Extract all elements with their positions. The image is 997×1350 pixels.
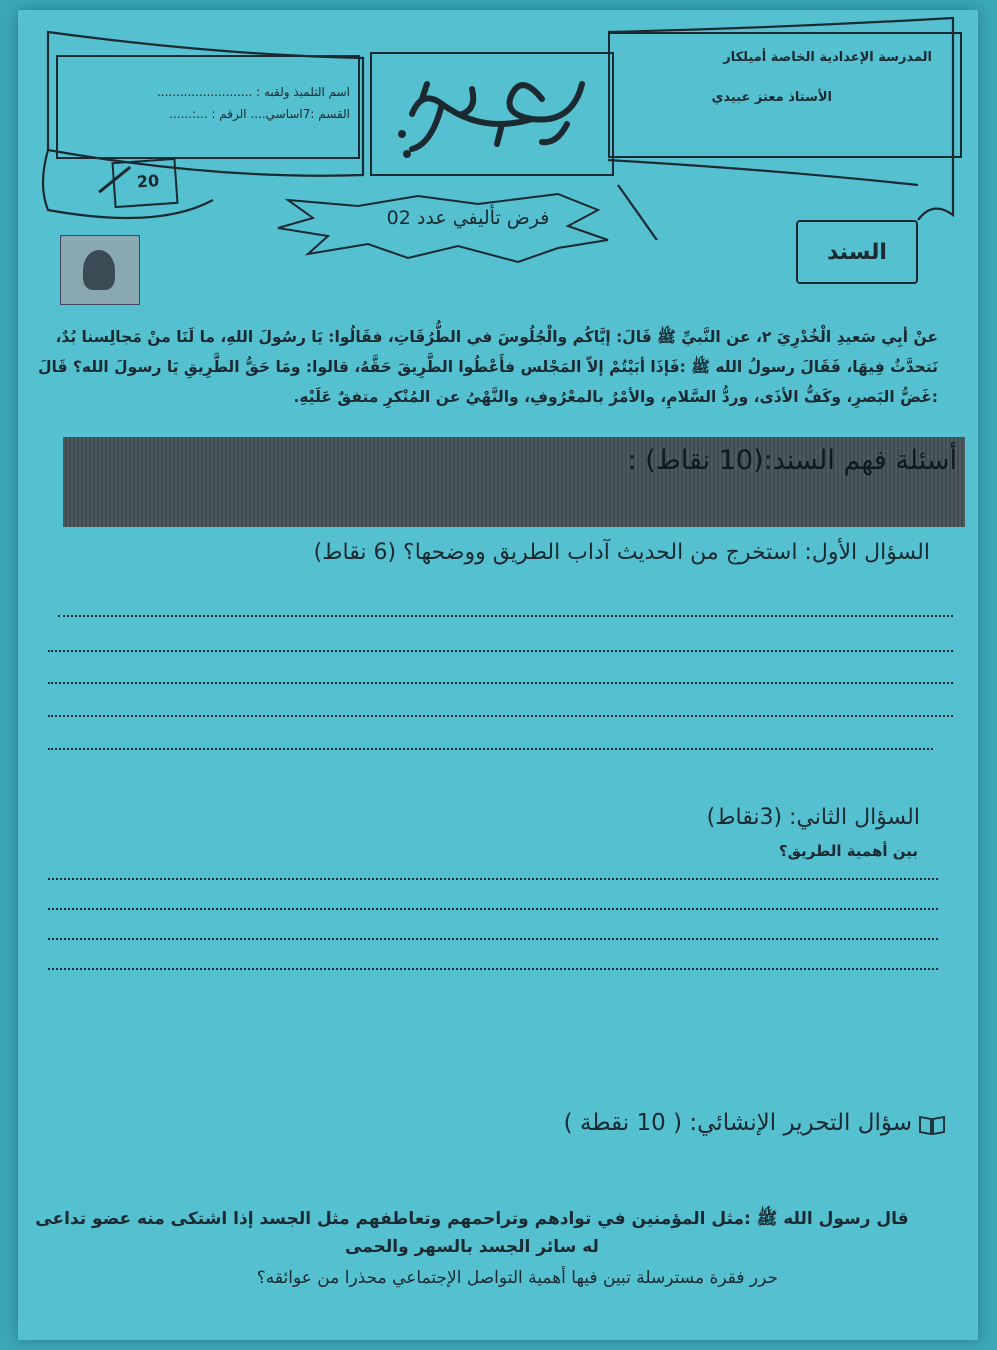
student-class-label: القسم :7اساسي.... الرقم : ...:...... bbox=[169, 107, 350, 121]
school-info-box bbox=[608, 32, 962, 158]
answer-line[interactable] bbox=[58, 615, 953, 617]
score-box bbox=[111, 158, 178, 208]
answer-line[interactable] bbox=[48, 715, 953, 717]
basmala-box bbox=[370, 52, 614, 176]
book-icon bbox=[918, 1114, 946, 1136]
writing-instruction: حرر فقرة مسترسلة تبين فيها أهمية التواصل الإجتماعي محذرا من عوائقه؟ bbox=[256, 1268, 778, 1288]
logo-figure bbox=[83, 250, 115, 290]
answer-line[interactable] bbox=[48, 650, 953, 652]
sanad-box: السند bbox=[796, 220, 918, 284]
student-info-box bbox=[56, 55, 360, 159]
answer-line[interactable] bbox=[48, 908, 938, 910]
answer-line[interactable] bbox=[48, 968, 938, 970]
section-title: أسئلة فهم السند:(10 نقاط) : bbox=[627, 445, 957, 476]
answer-line[interactable] bbox=[48, 748, 933, 750]
question-3: سؤال التحرير الإنشائي: ( 10 نقطة ) bbox=[563, 1110, 912, 1136]
school-name: المدرسة الإعدادية الخاصة أميلكار bbox=[723, 50, 932, 65]
hadith-quote: قال رسول الله ﷺ :مثل المؤمنين في توادهم وتراحمهم وتعاطفهم مثل الجسد إذا اشتكى منه عضو تداعى له سائر الجسد بالسهر والحمى bbox=[35, 1209, 909, 1257]
question-2: السؤال الثاني: (3نقاط) bbox=[706, 805, 920, 830]
score-total: 20 bbox=[136, 171, 160, 192]
question-2-sub: بين أهمية الطريق؟ bbox=[778, 842, 918, 860]
question-1: السؤال الأول: استخرج من الحديث آداب الطريق ووضحها؟ (6 نقاط) bbox=[313, 540, 930, 565]
answer-line[interactable] bbox=[48, 878, 938, 880]
exam-sheet bbox=[18, 10, 978, 1340]
hadith-text: عنْ أبِي سَعيدِ الْخُدْرِيَ ٢، عن النَّبيِّ ﷺ قَالَ: إيَّاكُم والْجُلُوسَ في الطُّرُقَاتِ، فقَالُوا: يَا رسُولَ اللهِ، ما لَنَا منْ مَجالِسنا بُدٌ، نَتحدَّثُ فِيهَا، فَقَالَ رسولُ الله ﷺ :فَإذَا أبَيْتُمْ إلاّ المَجْلس فأَعْطُوا الطَّرِيقَ حَقَّهُ، قالوا: ومَا حَقُّ الطَّرِيقِ يَا رسولَ الله؟ قَالَ :غَضُّ البَصرِ، وكَفُّ الأذَى، وردُّ السَّلامِ، والأمْرُ بالمعْرُوفِ، والنَّهْيُ عن المُنْكرِ متفقٌ عَلَيْهِ. bbox=[38, 328, 938, 406]
teacher-name: الأستاذ معتز عبيدي bbox=[711, 90, 832, 105]
school-logo bbox=[60, 235, 140, 305]
exam-title: فرض تأليفي عدد 02 bbox=[386, 207, 550, 229]
answer-line[interactable] bbox=[48, 682, 953, 684]
answer-line[interactable] bbox=[48, 938, 938, 940]
basmala-calligraphy bbox=[382, 64, 602, 164]
section-banner bbox=[63, 437, 965, 527]
student-name-label: اسم التلميذ ولقبه : ......................... bbox=[156, 85, 350, 99]
